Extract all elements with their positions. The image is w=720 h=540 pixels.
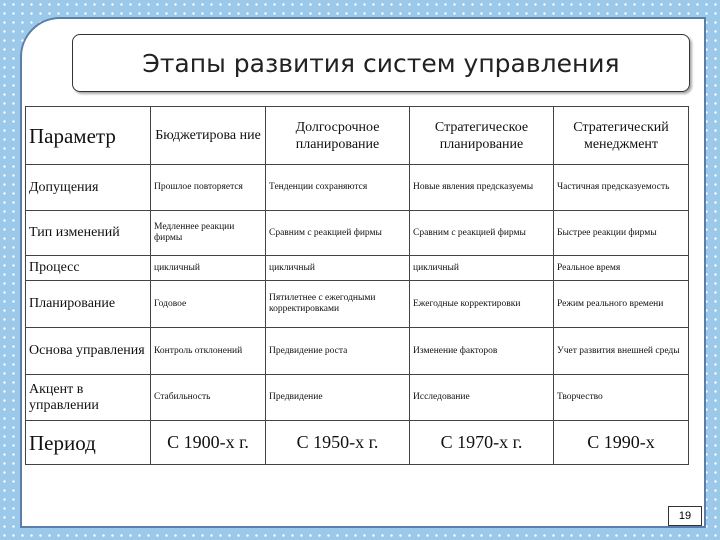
table-cell: Предвидение роста <box>266 328 410 375</box>
slide-frame <box>20 17 706 528</box>
table-cell: Исследование <box>410 375 554 421</box>
table-cell: Предвидение <box>266 375 410 421</box>
table-cell: Пятилетнее с ежегодными корректировками <box>266 281 410 328</box>
table-cell: Сравним с реакцией фирмы <box>410 211 554 256</box>
table-row <box>26 211 689 256</box>
header-parameter: Параметр <box>26 107 151 165</box>
row-label: Основа управления <box>26 328 151 375</box>
table-cell: Медленнее реакции фирмы <box>151 211 266 256</box>
slide-number: 19 <box>668 506 702 526</box>
period-cell: С 1970-х г. <box>410 421 554 465</box>
table-cell: Быстрее реакции фирмы <box>554 211 689 256</box>
table-row <box>26 375 689 421</box>
stages-table <box>25 106 689 465</box>
header-long-term-planning: Долгосрочное планирование <box>266 107 410 165</box>
table-row <box>26 256 689 281</box>
table-cell: Прошлое повторяется <box>151 165 266 211</box>
period-cell: С 1950-х г. <box>266 421 410 465</box>
table-cell: Новые явления предсказуемы <box>410 165 554 211</box>
table-cell: цикличный <box>266 256 410 281</box>
row-label: Планирование <box>26 281 151 328</box>
period-row <box>26 421 689 465</box>
table-cell: цикличный <box>151 256 266 281</box>
row-label: Акцент в управлении <box>26 375 151 421</box>
table-row <box>26 328 689 375</box>
table-cell: Тенденции сохраняются <box>266 165 410 211</box>
header-strategic-planning: Стратегическое планирование <box>410 107 554 165</box>
table-cell: Творчество <box>554 375 689 421</box>
table-cell: Реальное время <box>554 256 689 281</box>
row-label: Процесс <box>26 256 151 281</box>
table-cell: Контроль отклонений <box>151 328 266 375</box>
table-row <box>26 165 689 211</box>
table-cell: Годовое <box>151 281 266 328</box>
table-row <box>26 281 689 328</box>
table-cell: Частичная предсказуемость <box>554 165 689 211</box>
slide-title: Этапы развития систем управления <box>72 34 690 92</box>
table-cell: Сравним с реакцией фирмы <box>266 211 410 256</box>
table-cell: Ежегодные корректировки <box>410 281 554 328</box>
table-cell: Режим реального времени <box>554 281 689 328</box>
header-strategic-management: Стратегический менеджмент <box>554 107 689 165</box>
row-label: Допущения <box>26 165 151 211</box>
table-cell: Изменение факторов <box>410 328 554 375</box>
table-cell: Учет развития внешней среды <box>554 328 689 375</box>
period-cell: С 1990-х <box>554 421 689 465</box>
table-cell: цикличный <box>410 256 554 281</box>
header-budgeting: Бюджетирова ние <box>151 107 266 165</box>
period-label: Период <box>26 421 151 465</box>
table-header-row <box>26 107 689 165</box>
row-label: Тип изменений <box>26 211 151 256</box>
table-cell: Стабильность <box>151 375 266 421</box>
period-cell: С 1900-х г. <box>151 421 266 465</box>
